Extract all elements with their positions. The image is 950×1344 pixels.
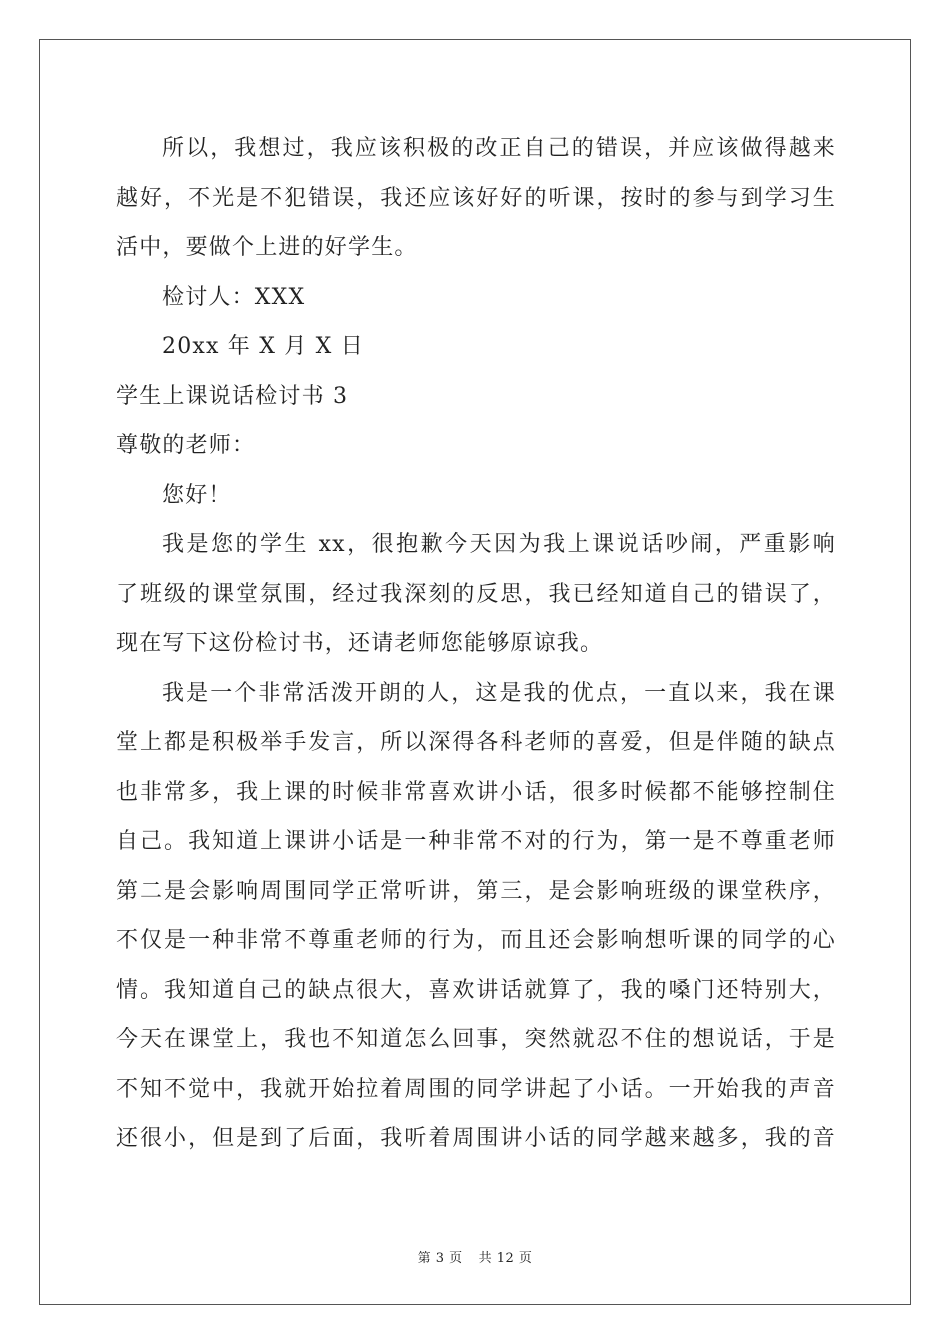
text-line: 活中，要做个上进的好学生。 [116,235,418,260]
text-line: 还很小，但是到了后面，我听着周围讲小话的同学越来越多，我的音 [116,1126,836,1151]
text-line: 第二是会影响周围同学正常听讲，第三，是会影响班级的课堂秩序， [116,878,836,904]
text-line: 今天在课堂上，我也不知道怎么回事，突然就忍不住的想说话，于是 [116,1027,836,1052]
page-footer [0,1247,950,1266]
text-line: 我是一个非常活泼开朗的人，这是我的优点，一直以来，我在课 [162,680,836,706]
text-line: 也非常多，我上课的时候非常喜欢讲小话，很多时候都不能够控制住 [116,779,836,805]
text-line: 我是您的学生 xx，很抱歉今天因为我上课说话吵闹，严重影响 [162,532,836,557]
text-line: 了班级的课堂氛围，经过我深刻的反思，我已经知道自己的错误了， [116,581,836,607]
text-line: 学生上课说话检讨书 3 [116,383,349,409]
text-line: 尊敬的老师： [116,433,256,458]
text-line: 您好！ [162,482,232,508]
document-body [116,124,836,1164]
text-line: 检讨人：XXX [162,284,306,310]
text-line: 现在写下这份检讨书，还请老师您能够原谅我。 [116,631,604,656]
text-line: 不仅是一种非常不尊重老师的行为，而且还会影响想听课的同学的心 [116,928,836,953]
text-line: 20xx 年 X 月 X 日 [162,334,364,359]
text-line: 情。我知道自己的缺点很大，喜欢讲话就算了，我的嗓门还特别大， [116,977,836,1003]
page-total: 共 12 页 [478,1251,533,1266]
text-line: 所以，我想过，我应该积极的改正自己的错误，并应该做得越来 [162,136,836,161]
page-number: 第 3 页 [417,1251,463,1266]
text-line: 不知不觉中，我就开始拉着周围的同学讲起了小话。一开始我的声音 [116,1076,836,1102]
text-line: 堂上都是积极举手发言，所以深得各科老师的喜爱，但是伴随的缺点 [116,730,836,755]
text-line: 越好，不光是不犯错误，我还应该好好的听课，按时的参与到学习生 [116,185,836,211]
text-line: 自己。我知道上课讲小话是一种非常不对的行为，第一是不尊重老师 [116,829,836,854]
